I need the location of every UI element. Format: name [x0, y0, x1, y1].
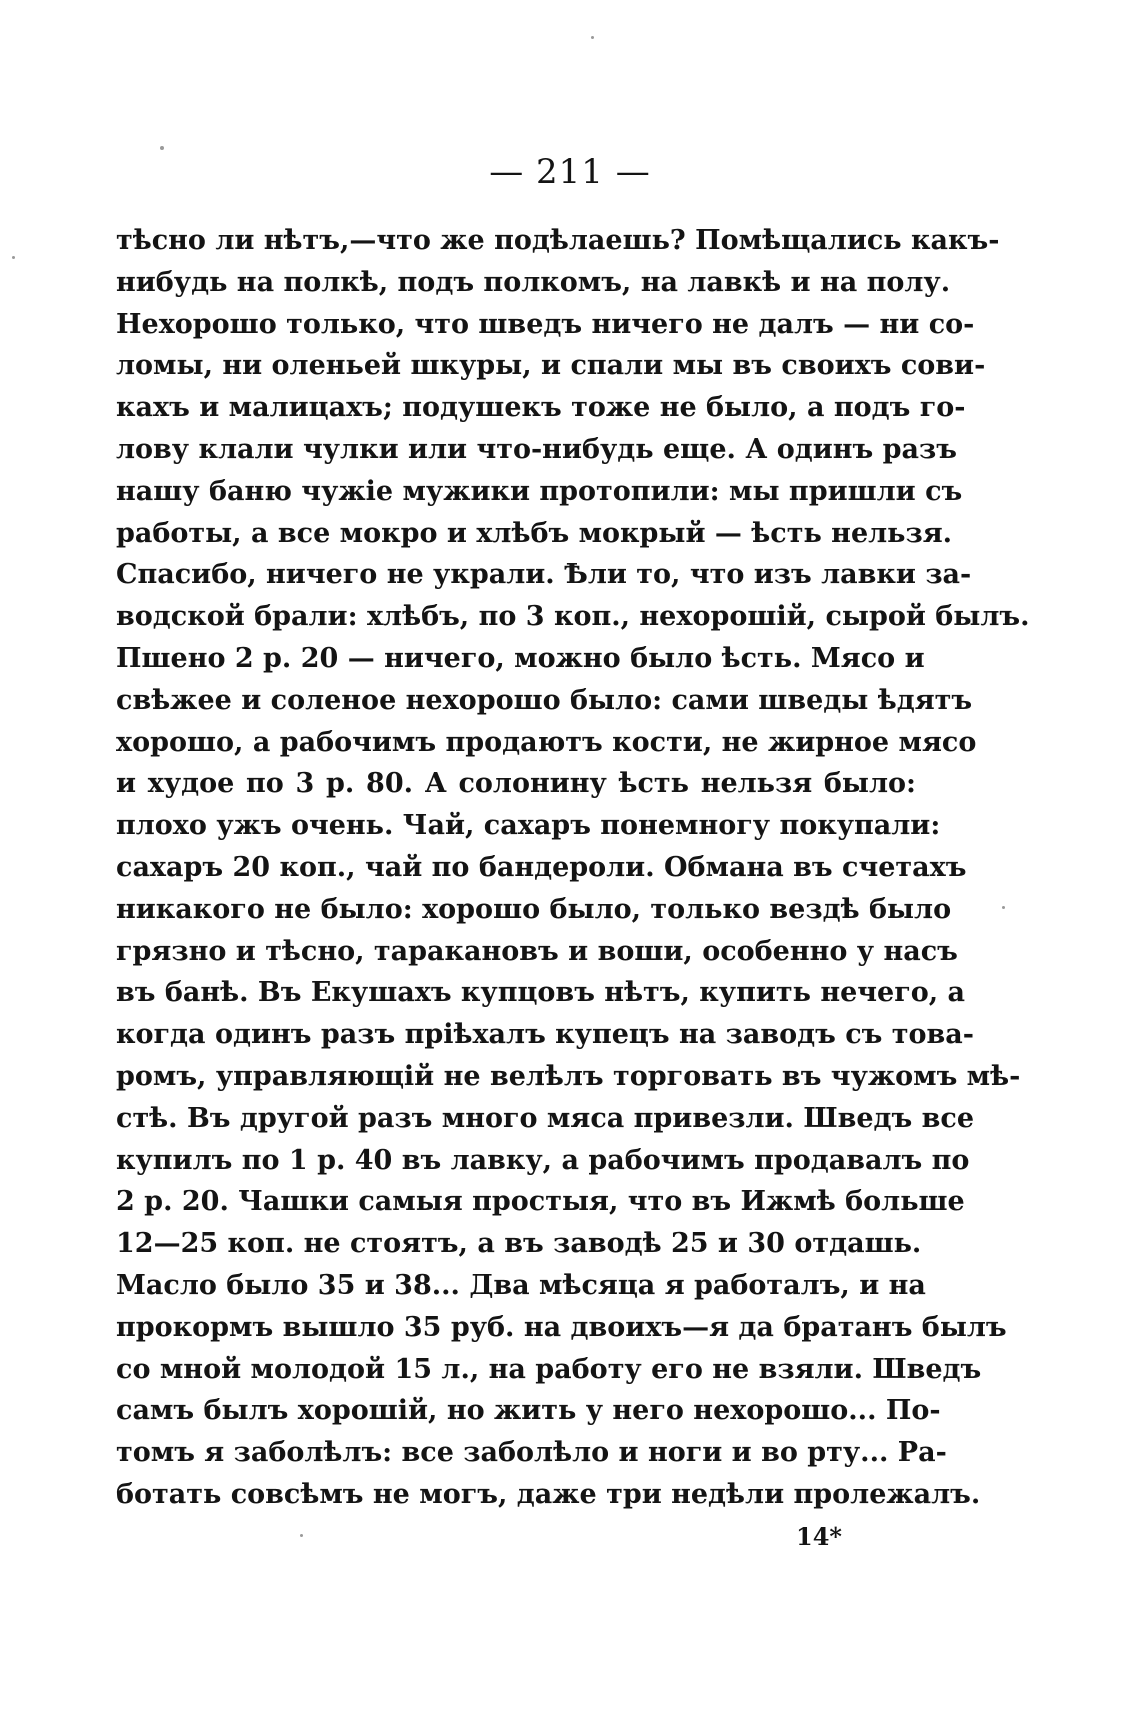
- text-line: прокормъ вышло 35 руб. на двоихъ—я да братанъ былъ: [116, 1311, 1007, 1343]
- text-line: въ банѣ. Въ Екушахъ купцовъ нѣтъ, купить нечего, а: [116, 977, 966, 1009]
- text-line: свѣжее и соленое нехорошо было: сами шведы ѣдятъ: [116, 684, 973, 716]
- text-line: Нехорошо только, что шведъ ничего не далъ — ни со-: [116, 308, 975, 340]
- text-line: когда одинъ разъ пріѣхалъ купецъ на заводъ съ това-: [116, 1019, 974, 1051]
- text-line: 2 р. 20. Чашки самыя простыя, что въ Ижмѣ больше: [116, 1186, 965, 1218]
- text-line: томъ я заболѣлъ: все заболѣло и ноги и во рту... Ра-: [116, 1437, 947, 1469]
- text-line: Масло было 35 и 38... Два мѣсяца я работалъ, и на: [116, 1269, 926, 1301]
- text-line: купилъ по 1 р. 40 въ лавку, а рабочимъ продавалъ по: [116, 1144, 970, 1176]
- text-line: работы, а все мокро и хлѣбъ мокрый — ѣсть нельзя.: [116, 517, 953, 549]
- text-line: и худое по 3 р. 80. А солонину ѣсть нельзя было:: [116, 768, 916, 800]
- text-line: Пшено 2 р. 20 — ничего, можно было ѣсть. Мясо и: [116, 642, 925, 674]
- print-speck: [12, 256, 15, 259]
- text-line: самъ былъ хорошій, но жить у него нехорошо... По-: [116, 1395, 941, 1427]
- text-line: хорошо, а рабочимъ продаютъ кости, не жирное мясо: [116, 726, 977, 758]
- text-line: сахаръ 20 коп., чай по бандероли. Обмана въ счетахъ: [116, 851, 967, 883]
- text-line: со мной молодой 15 л., на работу его не взяли. Шведъ: [116, 1353, 982, 1385]
- text-line: никакого не было: хорошо было, только вездѣ было: [116, 893, 952, 925]
- text-line: нашу баню чужіе мужики протопили: мы пришли съ: [116, 475, 963, 507]
- text-line: Спасибо, ничего не украли. Ѣли то, что изъ лавки за-: [116, 559, 972, 591]
- text-line: водской брали: хлѣбъ, по 3 коп., нехорошій, сырой былъ.: [116, 601, 1030, 633]
- text-line: ломы, ни оленьей шкуры, и спали мы въ своихъ сови-: [116, 350, 986, 382]
- text-line: кахъ и малицахъ; подушекъ тоже не было, а подъ го-: [116, 392, 966, 424]
- text-line: грязно и тѣсно, таракановъ и воши, особенно у насъ: [116, 935, 958, 967]
- text-line: плохо ужъ очень. Чай, сахаръ понемногу покупали:: [116, 810, 941, 842]
- text-line: ромъ, управляющій не велѣлъ торговать въ чужомъ мѣ-: [116, 1060, 1021, 1092]
- text-line: стѣ. Въ другой разъ много мяса привезли. Шведъ все: [116, 1102, 975, 1134]
- body-text: [116, 220, 1030, 1516]
- text-line: ботать совсѣмъ не могъ, даже три недѣли пролежалъ.: [116, 1478, 981, 1510]
- text-line: нибудь на полкѣ, подъ полкомъ, на лавкѣ и на полу.: [116, 266, 951, 298]
- page-number-header: — 211 —: [489, 152, 651, 192]
- print-speck: [160, 146, 164, 150]
- print-speck: [591, 36, 594, 39]
- text-line: лову клали чулки или что-нибудь еще. А одинъ разъ: [116, 433, 957, 465]
- text-line: тѣсно ли нѣтъ,—что же подѣлаешь? Помѣщались какъ-: [116, 225, 1000, 256]
- text-line: 12—25 коп. не стоятъ, а въ заводѣ 25 и 30 отдашь.: [116, 1228, 922, 1260]
- signature-mark: 14*: [796, 1522, 842, 1551]
- print-speck: [1002, 906, 1005, 909]
- print-speck: [300, 1534, 303, 1537]
